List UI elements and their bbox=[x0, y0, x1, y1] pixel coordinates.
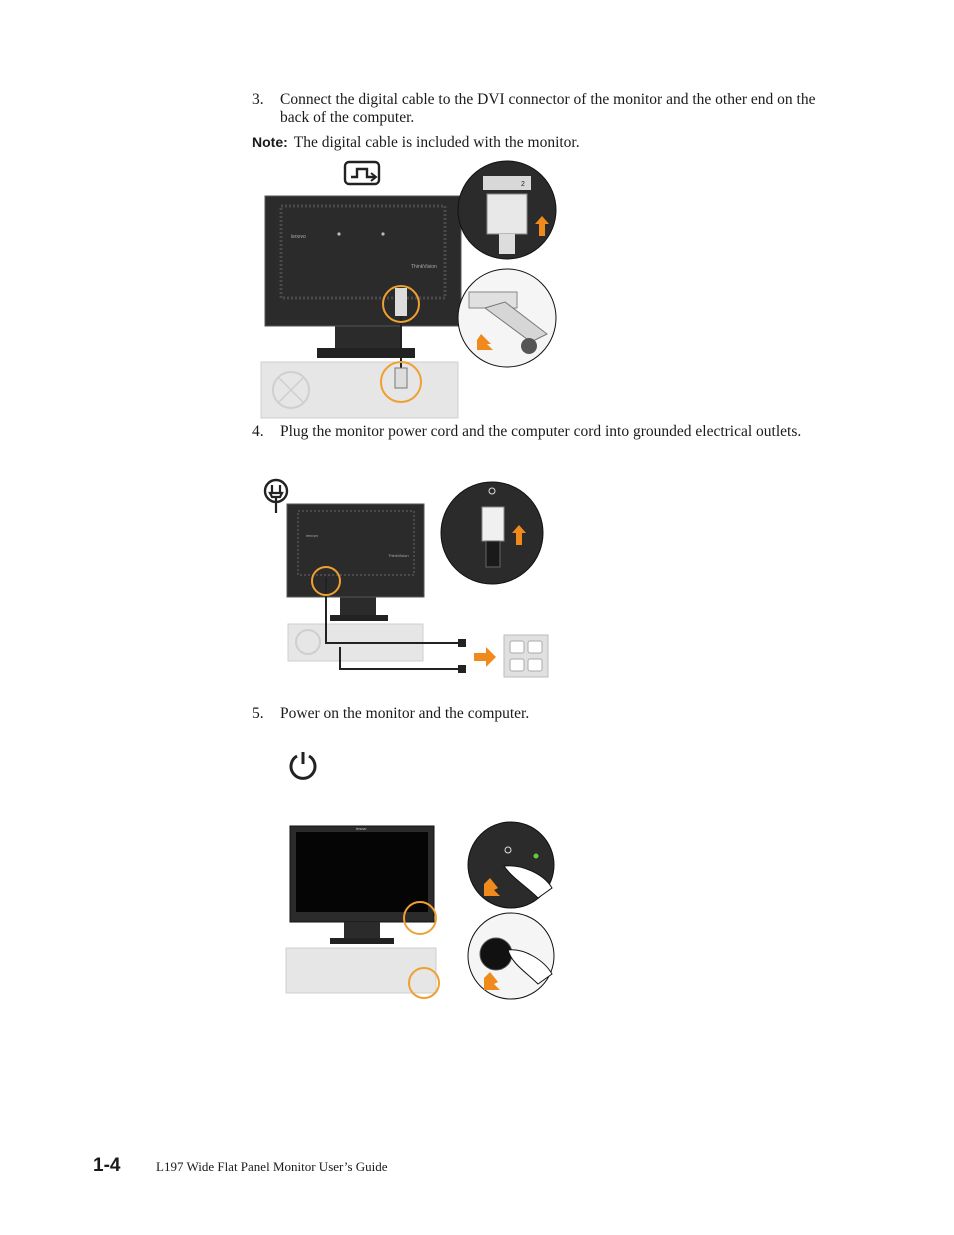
power-on-figure bbox=[282, 746, 560, 1002]
monitor-back bbox=[265, 196, 461, 326]
power-connector-zoom bbox=[441, 482, 543, 584]
step-number: 3. bbox=[252, 91, 264, 108]
computer-case bbox=[286, 948, 436, 993]
electrical-outlet bbox=[504, 635, 548, 677]
dvi-connection-figure bbox=[255, 158, 565, 422]
power-symbol-icon bbox=[291, 752, 315, 778]
dvi-plug-zoom-top bbox=[458, 161, 556, 259]
document-title: L197 Wide Flat Panel Monitor User’s Guide bbox=[156, 1159, 388, 1174]
dvi-plug-zoom-bottom bbox=[458, 269, 556, 367]
step-4 bbox=[252, 423, 842, 441]
note-label: Note: bbox=[252, 134, 288, 150]
monitor-model-label: ThinkVision bbox=[411, 264, 437, 270]
step-number: 4. bbox=[252, 423, 264, 440]
computer-power-button-zoom bbox=[468, 913, 554, 999]
step-5 bbox=[252, 705, 842, 723]
port-number-label: 2 bbox=[521, 181, 525, 188]
note-text: The digital cable is included with the monitor. bbox=[293, 134, 580, 151]
step-3 bbox=[252, 91, 842, 127]
monitor-model-label: ThinkVision bbox=[388, 553, 409, 558]
step-text: Connect the digital cable to the DVI connector of the monitor and the other end on the back of the computer. bbox=[280, 91, 816, 126]
step-number: 5. bbox=[252, 705, 264, 722]
monitor-power-button-zoom bbox=[468, 822, 554, 908]
power-cord-figure bbox=[260, 477, 552, 683]
monitor-brand-label: lenovo bbox=[291, 234, 306, 240]
monitor-brand-label: lenovo bbox=[306, 533, 318, 538]
monitor-brand-label: lenovo bbox=[356, 827, 367, 831]
page-number: 1-4 bbox=[93, 1155, 121, 1176]
step-text: Power on the monitor and the computer. bbox=[280, 705, 530, 722]
note bbox=[252, 134, 580, 152]
step-text: Plug the monitor power cord and the computer cord into grounded electrical outlets. bbox=[280, 423, 802, 440]
dvi-symbol-icon bbox=[345, 162, 379, 184]
arrow-icon bbox=[474, 647, 496, 667]
power-plug-symbol-icon bbox=[265, 480, 287, 513]
monitor-back bbox=[287, 504, 424, 597]
